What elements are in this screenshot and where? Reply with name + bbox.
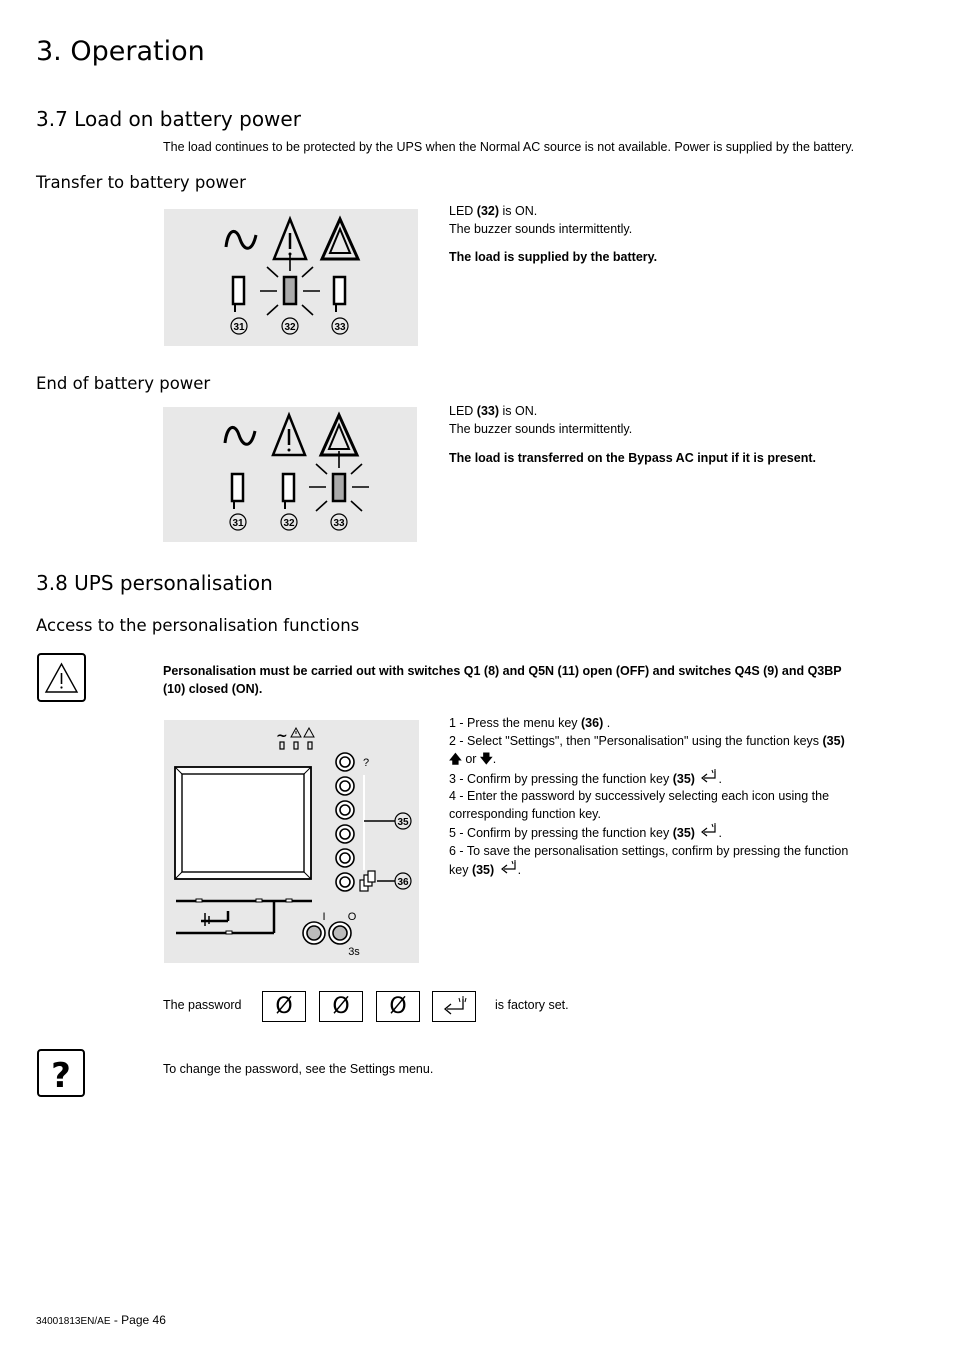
battery-symbol-icon bbox=[205, 913, 209, 926]
page-number: - Page 46 bbox=[110, 1313, 166, 1327]
mimic-diagram bbox=[176, 901, 312, 933]
ac-symbol-icon: ~ bbox=[276, 728, 288, 744]
function-keys-35 bbox=[336, 753, 354, 891]
enter-key-icon bbox=[698, 769, 718, 785]
enter-key-icon bbox=[498, 860, 518, 876]
step-6: 6 - To save the personalisation settings, confirm by pressing the function bbox=[449, 843, 849, 858]
menu-key-icon bbox=[360, 871, 375, 891]
section-3-7-intro: The load continues to be protected by the UPS when the Normal AC source is not available. Power is supplied by the battery. bbox=[163, 140, 855, 154]
label-32: 32 bbox=[283, 518, 295, 529]
end-battery-description: LED (33) is ON. The buzzer sounds intermittently. The load is transferred on the Bypass AC input if it is present. bbox=[449, 402, 919, 467]
warning-icon bbox=[37, 653, 87, 703]
warning-triangle-icon bbox=[273, 415, 305, 455]
hold-duration-label: 3s bbox=[348, 946, 360, 958]
led-panel-end-battery bbox=[163, 407, 417, 542]
help-text: To change the password, see the Settings menu. bbox=[163, 1062, 434, 1076]
arrow-up-icon: 🡅 bbox=[449, 751, 462, 766]
warning-triangle-icon bbox=[291, 728, 301, 737]
led-31 bbox=[233, 277, 244, 304]
end-battery-result: The load is transferred on the Bypass AC input if it is present. bbox=[449, 451, 816, 465]
step-2: 2 - Select "Settings", then "Personalisation" using the function keys (35) bbox=[449, 733, 845, 748]
transfer-result: The load is supplied by the battery. bbox=[449, 250, 658, 264]
label-35: 35 bbox=[397, 817, 409, 828]
label-33: 33 bbox=[334, 322, 346, 333]
step-4: 4 - Enter the password by successively selecting each icon using the bbox=[449, 789, 830, 803]
password-symbol-2: Ø bbox=[319, 991, 363, 1022]
step-5: 5 - Confirm by pressing the function key (35) . bbox=[449, 823, 889, 843]
ac-symbol-icon bbox=[225, 427, 255, 444]
led-33-on bbox=[333, 474, 345, 501]
label-33: 33 bbox=[333, 518, 345, 529]
led-31 bbox=[232, 474, 243, 501]
page-footer bbox=[36, 1313, 166, 1327]
on-off-buttons bbox=[303, 922, 351, 944]
label-36: 36 bbox=[397, 877, 409, 888]
transfer-description: LED (32) is ON. The buzzer sounds intermittently. The load is supplied by the battery. bbox=[449, 202, 919, 266]
personalisation-steps: 1 - Press the menu key (36) . 2 - Select "Settings", then "Personalisation" using the function keys (35) 🡅 or 🡇. 3 - Confirm by pressing the function key (35) . 4 - Enter the password by successively selecting each icon using the corresponding function key. 5 - Confirm by pressing the function key (35) . 6 - To save the personalisation settings, confirm by pressing the function key (35) . bbox=[449, 715, 889, 880]
enter-key-icon bbox=[439, 996, 469, 1018]
battery-triangle-icon bbox=[304, 728, 314, 737]
label-32: 32 bbox=[284, 322, 296, 333]
page-title: 3. Operation bbox=[36, 36, 205, 67]
arrow-down-icon: 🡇 bbox=[479, 751, 493, 766]
transfer-buzzer: The buzzer sounds intermittently. bbox=[449, 222, 633, 236]
personalisation-warning: Personalisation must be carried out with switches Q1 (8) and Q5N (11) open (OFF) and switches Q4S (9) and Q3BP (10) closed (ON). bbox=[163, 664, 842, 696]
battery-triangle-icon bbox=[322, 219, 358, 259]
warning-triangle-icon bbox=[274, 219, 306, 259]
battery-triangle-icon bbox=[321, 415, 357, 455]
label-31: 31 bbox=[232, 518, 244, 529]
led-32-on bbox=[284, 277, 296, 304]
section-3-8-subtitle: Access to the personalisation functions bbox=[36, 616, 360, 635]
led-32 bbox=[283, 474, 294, 501]
password-symbol-3: Ø bbox=[376, 991, 420, 1022]
ac-symbol-icon bbox=[226, 231, 256, 248]
label-31: 31 bbox=[233, 322, 245, 333]
help-key-label: ? bbox=[363, 757, 370, 769]
password-label: The password bbox=[163, 998, 242, 1012]
step-1: 1 - Press the menu key (36) . bbox=[449, 716, 611, 730]
ups-front-panel bbox=[164, 720, 419, 963]
step-3: 3 - Confirm by pressing the function key (35) . bbox=[449, 769, 889, 789]
led-panel-transfer bbox=[164, 209, 418, 346]
led-33 bbox=[308, 742, 312, 749]
end-battery-buzzer: The buzzer sounds intermittently. bbox=[449, 422, 633, 436]
help-question-icon bbox=[37, 1049, 85, 1097]
transfer-title: Transfer to battery power bbox=[36, 173, 246, 192]
section-3-8-title: 3.8 UPS personalisation bbox=[36, 571, 273, 595]
led-33 bbox=[334, 277, 345, 304]
section-3-7-title: 3.7 Load on battery power bbox=[36, 107, 301, 131]
svg-text:?: ? bbox=[51, 1056, 71, 1096]
password-enter-box bbox=[432, 991, 476, 1022]
enter-key-icon bbox=[698, 823, 718, 839]
lcd-screen bbox=[175, 767, 311, 879]
end-battery-title: End of battery power bbox=[36, 374, 211, 393]
document-code: 34001813EN/AE bbox=[36, 1316, 111, 1327]
password-suffix: is factory set. bbox=[495, 998, 569, 1012]
on-label: I bbox=[322, 911, 326, 923]
password-symbol-1: Ø bbox=[262, 991, 306, 1022]
led-32 bbox=[294, 742, 298, 749]
off-label: O bbox=[347, 911, 357, 923]
